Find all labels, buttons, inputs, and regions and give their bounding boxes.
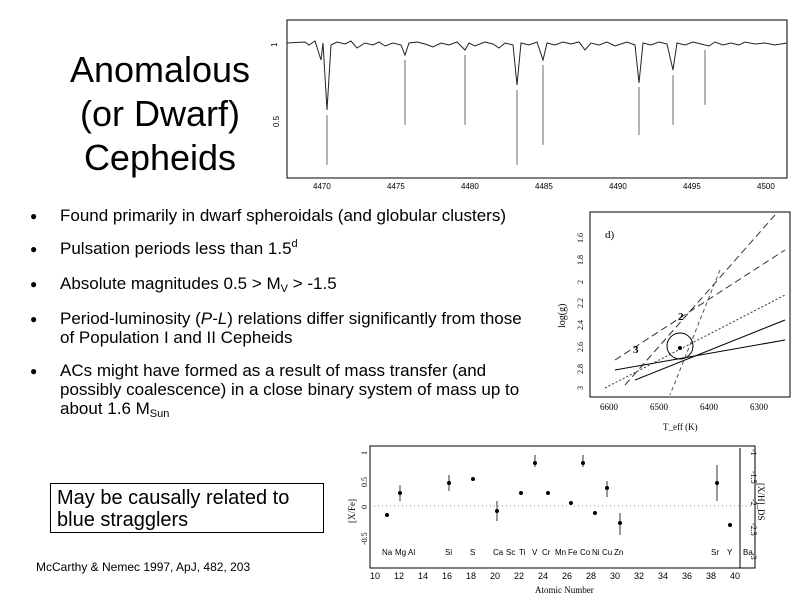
abundance-xtick: 16 xyxy=(442,571,453,581)
hr-panel-label: d) xyxy=(605,229,615,241)
abundance-xtick: 10 xyxy=(370,571,381,581)
element-label-sc: Sc xyxy=(506,548,516,557)
abundance-xtick: 18 xyxy=(466,571,477,581)
abundance-xtick: 12 xyxy=(394,571,405,581)
abundance-ytick-right: -2 xyxy=(749,499,758,506)
abundance-ytick-right: -2.5 xyxy=(749,523,758,536)
title-line-3: Cepheids xyxy=(83,137,237,178)
abundance-xtick: 32 xyxy=(634,571,645,581)
bullet-item: ● Period-luminosity (P-L) relations differ significantly from those of Population I and II Cepheids xyxy=(30,309,522,347)
abundance-xtick: 20 xyxy=(490,571,501,581)
abundance-ylabel-right: [X/H]_DS xyxy=(756,483,766,521)
spectrum-ytick-05: 0.5 xyxy=(272,115,281,127)
spectrum-xtick-4495: 4495 xyxy=(683,182,701,191)
hr-xtick: 6500 xyxy=(650,402,668,412)
title-line-2: (or Dwarf) xyxy=(80,93,240,134)
spectrum-xtick-4475: 4475 xyxy=(387,182,405,191)
hr-ytick: 2.4 xyxy=(576,320,585,330)
hr-ytick: 1.8 xyxy=(576,255,585,265)
element-label-v: V xyxy=(532,548,538,557)
abundance-xtick: 40 xyxy=(730,571,741,581)
hr-ytick: 3 xyxy=(576,386,585,390)
hr-xtick: 6300 xyxy=(750,402,768,412)
abundance-ylabel-left: [X/Fe] xyxy=(347,499,357,523)
abundance-xtick: 22 xyxy=(514,571,525,581)
spectrum-xtick-4485: 4485 xyxy=(535,182,553,191)
hr-ytick: 2.6 xyxy=(576,342,585,352)
bullet-item: ● Found primarily in dwarf spheroidals (and globular clusters) xyxy=(30,206,506,225)
abundance-xtick: 26 xyxy=(562,571,573,581)
abundance-ytick: -0.5 xyxy=(360,532,369,545)
element-label-ni: Ni xyxy=(592,548,600,557)
spectrum-xtick-4480: 4480 xyxy=(461,182,479,191)
abundance-ytick: 1 xyxy=(360,451,369,455)
hr-xtick: 6400 xyxy=(700,402,718,412)
abundance-xtick: 14 xyxy=(418,571,429,581)
hr-xlabel: T_eff (K) xyxy=(663,422,698,432)
hr-ytick: 1.6 xyxy=(576,233,585,243)
hr-region-label-2: 2 xyxy=(678,311,684,323)
bullet-dot-icon: ● xyxy=(30,209,38,223)
element-label-cu: Cu xyxy=(602,548,613,557)
spectrum-xtick-4470: 4470 xyxy=(313,182,331,191)
element-label-si: Si xyxy=(445,548,453,557)
abundance-ytick-right: -1.5 xyxy=(749,471,758,484)
title-line-1: Anomalous xyxy=(69,49,251,90)
bullet-list xyxy=(30,206,530,432)
element-label-na: Na xyxy=(382,548,393,557)
bullet-item: ● Absolute magnitudes $0.5 > M_V > -1.5$ xyxy=(30,274,337,295)
element-label-mn: Mn xyxy=(555,548,567,557)
abundance-xtick: 34 xyxy=(658,571,669,581)
abundance-xtick: 28 xyxy=(586,571,597,581)
abundance-xtick: 30 xyxy=(610,571,621,581)
hr-ytick: 2.8 xyxy=(576,364,585,374)
bullet-dot-icon: ● xyxy=(30,242,38,256)
bullet-dot-icon: ● xyxy=(30,312,38,326)
element-label-ba: Ba xyxy=(743,548,753,557)
bullet-item: ● ACs might have formed as a result of mass transfer (and possibly coalescence) in a close binary system of mass up to about 1.6 $M_{Sun}$ xyxy=(30,361,520,420)
hr-ytick: 2 xyxy=(576,280,585,284)
element-label-ca: Ca xyxy=(493,548,504,557)
bullet-dot-icon: ● xyxy=(30,364,38,378)
abundance-xtick: 24 xyxy=(538,571,549,581)
slide-title xyxy=(40,48,280,180)
element-label-y: Y xyxy=(727,548,733,557)
hr-ylabel: log(g) xyxy=(557,303,568,328)
abundance-plot xyxy=(345,443,766,595)
bullet-item: ● Pulsation periods less than 1.5$^d$ xyxy=(30,238,298,258)
spectrum-figure xyxy=(265,15,790,195)
bullet-dot-icon: ● xyxy=(30,277,38,291)
abundance-ytick: 0.5 xyxy=(360,477,369,487)
log-g-teff-plot xyxy=(545,210,794,435)
hr-xtick: 6600 xyxy=(600,402,618,412)
spectrum-ytick-1: 1 xyxy=(270,42,279,47)
spectrum-xtick-4490: 4490 xyxy=(609,182,627,191)
hr-region-label-3: 3 xyxy=(633,344,639,356)
abundance-xtick: 36 xyxy=(682,571,693,581)
element-label-zn: Zn xyxy=(614,548,624,557)
abundance-ytick: 0 xyxy=(360,505,369,509)
blue-straggler-note: May be causally related to blue stragglers xyxy=(50,483,324,533)
abundance-ytick-right: -1 xyxy=(749,449,758,456)
abundance-xlabel: Atomic Number xyxy=(535,585,594,595)
element-label-ti: Ti xyxy=(519,548,526,557)
abundance-ytick-right: -3 xyxy=(749,553,758,560)
element-label-sr: Sr xyxy=(711,548,719,557)
abundance-xtick: 38 xyxy=(706,571,717,581)
element-label-al: Al xyxy=(408,548,416,557)
hr-ytick: 2.2 xyxy=(576,298,585,308)
reference-citation: McCarthy & Nemec 1997, ApJ, 482, 203 xyxy=(36,560,251,574)
spectrum-xtick-4500: 4500 xyxy=(757,182,775,191)
element-label-s: S xyxy=(470,548,476,557)
element-label-fe: Fe xyxy=(568,548,578,557)
element-label-cr: Cr xyxy=(542,548,551,557)
element-label-mg: Mg xyxy=(395,548,407,557)
element-label-co: Co xyxy=(580,548,591,557)
